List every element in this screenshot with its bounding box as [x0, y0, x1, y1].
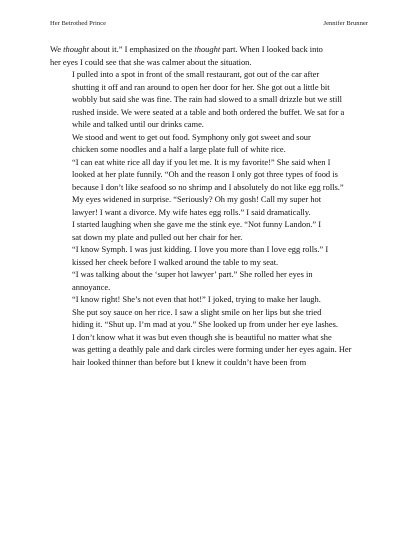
text-run: “I know right! She’s not even that hot!” I joked, trying to make her laugh.	[72, 294, 321, 304]
header-author-name: Jennifer Brunner	[323, 20, 368, 27]
text-run: because I don’t like seafood so no shrimp and I absolutely do not like egg rolls.”	[72, 181, 344, 192]
text-line	[50, 106, 370, 119]
italic-text: thought	[63, 44, 89, 54]
text-line	[50, 118, 370, 131]
paragraph	[50, 156, 370, 194]
text-run: We stood and went to get out food. Symphony only got sweet and sour	[72, 131, 311, 142]
text-run: annoyance.	[72, 281, 111, 292]
text-run: looked at her plate funnily. “Oh and the reason I only got three types of food is	[72, 169, 338, 179]
paragraph	[50, 331, 370, 369]
text-run: part. When I looked back into	[220, 44, 323, 54]
text-line	[50, 268, 370, 281]
body-text	[50, 43, 370, 368]
paragraph	[50, 131, 370, 156]
text-line	[50, 243, 370, 256]
paragraph	[50, 193, 370, 218]
text-line	[50, 156, 370, 169]
text-line	[50, 343, 370, 356]
paragraph	[50, 68, 370, 131]
text-line	[50, 43, 370, 56]
text-line	[50, 181, 370, 194]
text-run: She put soy sauce on her rice. I saw a slight smile on her lips but she tried	[72, 306, 322, 317]
paragraph	[50, 268, 370, 293]
text-line	[50, 68, 370, 81]
text-run: lawyer! I want a divorce. My wife hates egg rolls.” I said dramatically.	[72, 206, 311, 217]
text-run: I pulled into a spot in front of the small restaurant, got out of the car after	[72, 69, 320, 79]
text-run: We	[50, 44, 64, 54]
header-book-title: Her Betrothed Prince	[50, 20, 107, 27]
text-line	[50, 131, 370, 144]
text-run: I don’t know what it was but even though she is beautiful no matter what she	[72, 331, 332, 342]
text-run: “I can eat white rice all day if you let me. It is my favorite!” She said when I	[72, 156, 331, 167]
text-line	[50, 206, 370, 219]
text-line	[50, 281, 370, 294]
text-run: sat down my plate and pulled out her chair for her.	[72, 231, 243, 242]
paragraph	[50, 218, 370, 243]
text-run: My eyes widened in surprise. “Seriously? Oh my gosh! Call my super hot	[72, 194, 322, 204]
text-line	[50, 293, 370, 306]
text-line	[50, 256, 370, 269]
text-run: her eyes I could see that she was calmer about the situation.	[50, 56, 252, 67]
text-line	[50, 231, 370, 244]
text-run: “I know Symph. I was just kidding. I love you more than I love egg rolls.” I	[72, 244, 329, 254]
text-line	[50, 356, 370, 369]
text-run: chicken some noodles and a half a large plate full of white rice.	[72, 144, 286, 154]
text-line	[50, 331, 370, 344]
text-run: while and talked until our drinks came.	[72, 119, 204, 129]
text-run: hiding it. “Shut up. I’m mad at you.” She looked up from under her eye lashes.	[72, 319, 338, 329]
text-line	[50, 81, 370, 94]
text-line	[50, 56, 370, 69]
text-line	[50, 318, 370, 331]
text-run: hair looked thinner than before but I knew it couldn’t have been from	[72, 356, 307, 367]
text-run: shutting it off and ran around to open her door for her. She got out a little bit	[72, 81, 330, 92]
text-run: kissed her cheek before I walked around the table to my seat.	[72, 256, 279, 267]
paragraph	[50, 306, 370, 331]
text-line	[50, 218, 370, 231]
text-line	[50, 143, 370, 156]
text-run: I started laughing when she gave me the stink eye. “Not funny Landon.” I	[72, 219, 322, 229]
text-run: was getting a deathly pale and dark circles were forming under her eyes again. Her	[72, 344, 352, 354]
italic-text: thought	[194, 44, 221, 54]
text-run: about it.” I emphasized on the	[88, 44, 195, 54]
text-line	[50, 93, 370, 106]
paragraph	[50, 43, 370, 68]
text-line	[50, 306, 370, 319]
running-header	[50, 20, 368, 27]
text-line	[50, 193, 370, 206]
text-run: “I was talking about the ‘super hot lawyer’ part.” She rolled her eyes in	[72, 269, 313, 279]
paragraph	[50, 293, 370, 306]
text-run: rushed inside. We were seated at a table and both ordered the buffet. We sat for a	[72, 106, 345, 117]
text-run: wobbly but said she was fine. The rain had slowed to a small drizzle but we still	[72, 94, 343, 104]
text-line	[50, 168, 370, 181]
paragraph	[50, 243, 370, 268]
